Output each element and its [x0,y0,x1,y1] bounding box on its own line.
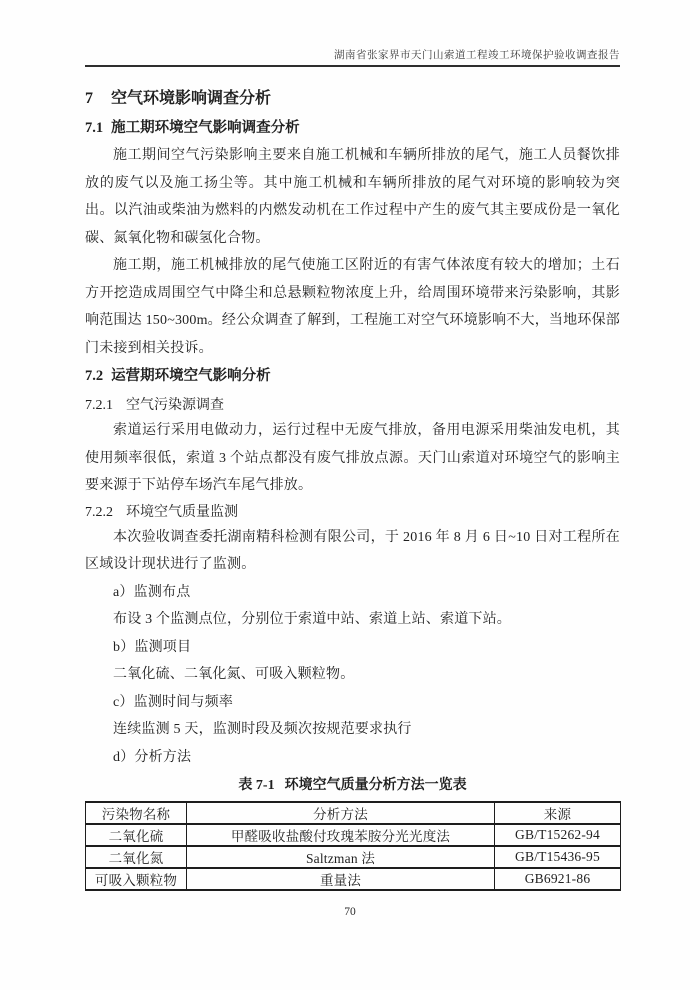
paragraph-monitoring-commission: 本次验收调查委托湖南精科检测有限公司，于 2016 年 8 月 6 日~10 日对工程所在区域设计现状进行了监测。 [85,529,620,572]
cell-method: 甲醛吸收盐酸付玫瑰苯胺分光光度法 [187,824,495,846]
page-content [85,89,620,891]
cell-pollutant: 可吸入颗粒物 [86,868,187,890]
table-caption [85,777,620,794]
heading-7-1 [85,120,620,137]
analysis-methods-table [85,801,621,891]
heading-7-2-2-title: 环境空气质量监测 [126,504,238,520]
heading-7-1-number: 7.1 [85,120,104,136]
cell-pollutant: 二氧化氮 [86,846,187,868]
table-caption-title: 环境空气质量分析方法一览表 [284,778,467,793]
paragraph-operation-sources: 索道运行采用电做动力，运行过程中无废气排放，备用电源采用柴油发电机，其使用频率很低，索道 3 个站点都没有废气排放点源。天门山索道对环境空气的影响主要来源于下站停车场汽车尾气排放。 [85,423,620,493]
column-header-method: 分析方法 [187,802,495,824]
heading-7-2-2 [85,505,620,521]
heading-chapter-7-title: 空气环境影响调查分析 [111,90,272,107]
paragraph-construction-impact: 施工期，施工机械排放的尾气使施工区附近的有害气体浓度有较大的增加；土石方开挖造成周围空气中降尘和总悬颗粒物浓度上升，给周围环境带来污染影响，其影响范围达 150~300m。经公众调查了解到，工程施工对空气环境影响不大，当地环保部门未接到相关投诉。 [85,258,620,356]
cell-source: GB6921-86 [495,868,621,890]
column-header-source: 来源 [495,802,621,824]
heading-7-2-title: 运营期环境空气影响分析 [111,368,271,384]
column-header-pollutant: 污染物名称 [86,802,187,824]
page-number: 70 [344,906,356,918]
list-item-d-label: d）分析方法 [113,749,192,765]
list-item-c-label: c）监测时间与频率 [113,694,234,710]
cell-pollutant: 二氧化硫 [86,824,187,846]
table-caption-label: 表 7-1 [238,778,275,793]
header-title: 湖南省张家界市天门山索道工程竣工环境保护验收调查报告 [334,50,620,61]
list-item-c-text: 连续监测 5 天，监测时段及频次按规范要求执行 [113,722,412,737]
table-row [86,824,621,846]
heading-7-2-1-title: 空气污染源调查 [126,398,224,413]
heading-7-1-title: 施工期环境空气影响调查分析 [111,120,300,136]
cell-method: Saltzman 法 [187,846,495,868]
table-header-row [86,802,621,824]
list-item-a-text: 布设 3 个监测点位，分别位于索道中站、索道上站、索道下站。 [113,612,511,627]
heading-7-2 [85,368,620,385]
heading-chapter-7-number: 7 [85,90,93,107]
cell-method: 重量法 [187,868,495,890]
heading-7-2-1-number: 7.2.1 [85,398,113,413]
list-item-b-text: 二氧化硫、二氧化氮、可吸入颗粒物。 [113,667,355,682]
table-row [86,868,621,890]
list-item-b-label: b）监测项目 [113,639,192,655]
heading-7-2-2-number: 7.2.2 [85,504,113,520]
heading-chapter-7 [85,89,620,108]
cell-source: GB/T15436-95 [495,846,621,868]
page-header [85,0,620,67]
heading-7-2-1 [85,398,620,414]
paragraph-construction-sources: 施工期间空气污染影响主要来自施工机械和车辆所排放的尾气，施工人员餐饮排放的废气以及施工扬尘等。其中施工机械和车辆所排放的尾气对环境的影响较为突出。以汽油或柴油为燃料的内燃发动机在工作过程中产生的废气其主要成份是一氧化碳、氮氧化物和碳氢化合物。 [85,148,620,246]
list-item-a-label: a）监测布点 [113,584,191,600]
heading-7-2-number: 7.2 [85,368,104,384]
table-row [86,846,621,868]
cell-source: GB/T15262-94 [495,824,621,846]
